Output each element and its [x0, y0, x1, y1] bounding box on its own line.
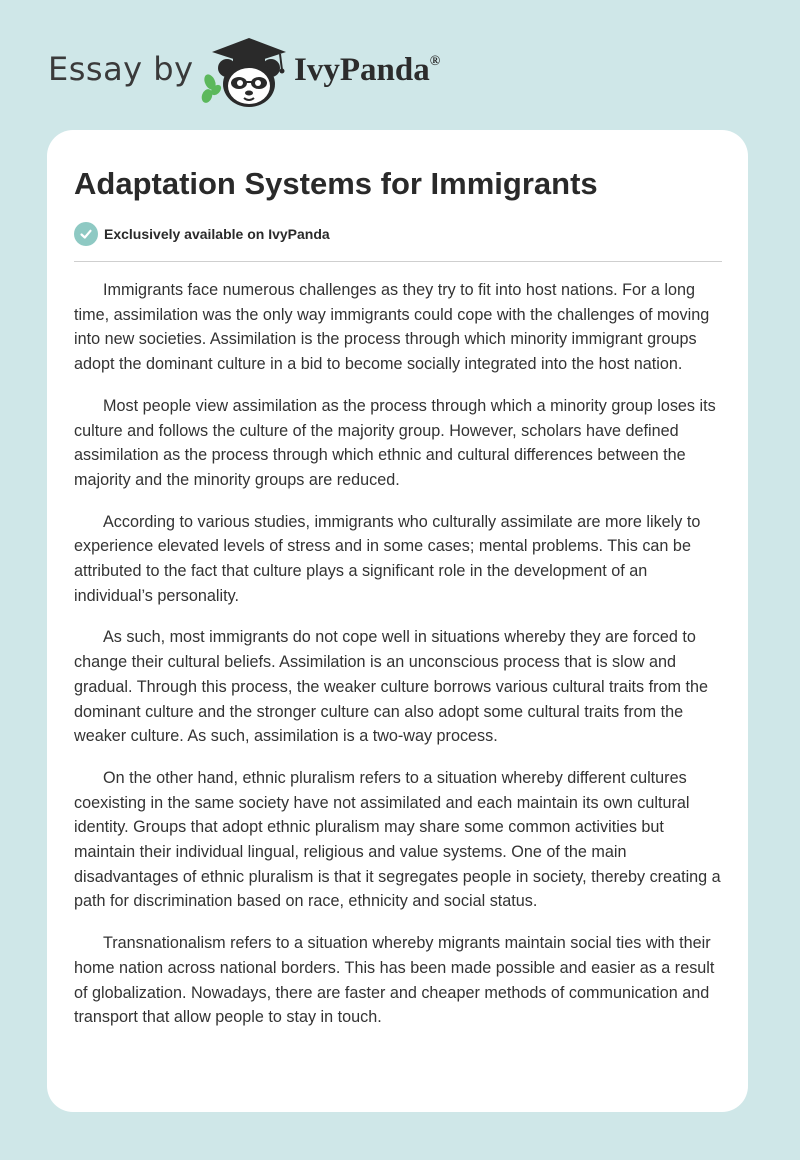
essay-by-label: Essay by [48, 50, 194, 88]
paragraph: Most people view assimilation as the process through which a minority group loses its culture and follows the culture of the majority group. However, scholars have defined assimilation as the process through which ethnic and cultural differences between the majority and the minority groups are reduced. [74, 396, 716, 489]
paragraph: On the other hand, ethnic pluralism refers to a situation whereby different cultures coexisting in the same society have not assimilated and each maintain its own cultural identity. Groups that adopt ethnic pluralism may share some common activities but maintain their individual lingual, religious and value systems. One of the main disadvantages of ethnic pluralism is that it segregates people in society, thereby creating a path for discrimination based on race, ethnicity and social status. [74, 768, 721, 911]
paragraph: Immigrants face numerous challenges as they try to fit into host nations. For a long time, assimilation was the only way immigrants could cope with the challenges of moving into new societies. Assimilation is the process through which minority immigrant groups adopt the dominant culture in a bid to become socially integrated into the host nation. [74, 281, 710, 374]
exclusive-badge-label: Exclusively available on IvyPanda [104, 226, 330, 242]
brand-name: IvyPanda® [294, 52, 441, 88]
page-title: Adaptation Systems for Immigrants [74, 166, 598, 201]
checkmark-icon [74, 222, 98, 246]
essay-card [47, 130, 748, 1112]
panda-logo-icon [200, 34, 292, 110]
divider [74, 261, 722, 262]
paragraph: According to various studies, immigrants who culturally assimilate are more likely to experience elevated levels of stress and in some cases; mental problems. This can be attributed to the fact that culture plays a significant role in the development of an individual’s personality. [74, 512, 701, 605]
site-header [48, 34, 488, 110]
essay-body [74, 278, 722, 1047]
exclusive-badge [74, 222, 330, 246]
paragraph: As such, most immigrants do not cope well in situations whereby they are forced to change their cultural beliefs. Assimilation is an unconscious process that is slow and gradual. Through this process, the weaker culture borrows various cultural traits from the dominant culture and the stronger culture can also adopt some cultural traits from the weaker culture. As such, assimilation is a two-way process. [74, 628, 708, 746]
paragraph: Transnationalism refers to a situation whereby migrants maintain social ties with their home nation across national borders. This has been made possible and easier as a result of globalization. Nowadays, there are faster and cheaper methods of communication and transport that allow people to stay in touch. [74, 934, 715, 1027]
